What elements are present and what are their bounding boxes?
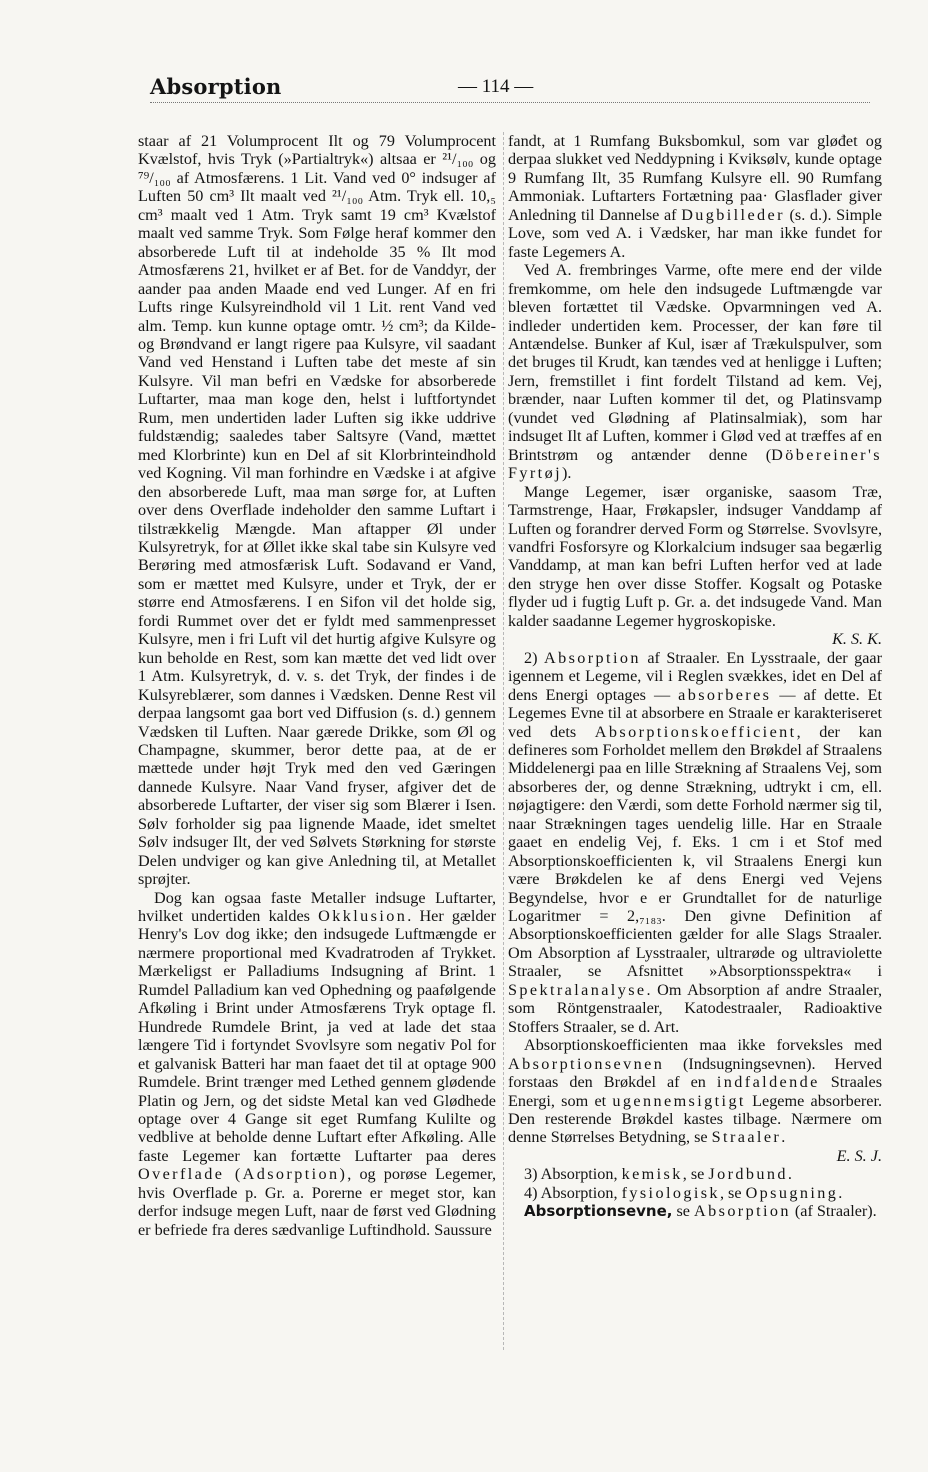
text-run: . Her gælder Henry's Lov dog ikke; den indsugede Luftmængde er nærmere proportional med Kvadratroden af Trykket. Mærkeligst er Palladiums Indsugning af Brint. 1 Rumdel Palladium kan ved Ophedning og paafølgende Afkøling i Brint under Atmosfærens Tryk optage fl. Hundrede Rumdele Brint, ja ved at lade det staa længere Tid i fortyndet Svovlsyre som negativ Pol for et galvanisk Batteri har man faaet det til at optage 900 Rumdele. Brint trænger med Lethed gennem glødende Platin og Jern, og det sidste Metal kan ved Glødhede optage over 4 Gange sit eget Rumfang Kulilte og vedblive at beholde denne Luftart efter Afkøling. Alle faste Legemer kan fortætte Luftarter paa deres [138,907,496,1165]
text-run: ). [561,464,572,483]
text-run: . Om Absorption af andre Straaler, som Röntgenstraaler, Katodestraaler, Radioaktive Stoffers Straaler, se d. Art. [508,980,882,1036]
spaced-term: Dugbilleder [681,205,785,224]
spaced-term: Absorption [694,1202,791,1221]
text-run: staar af 21 Volumprocent Ilt og 79 Volumprocent Kvælstof, hvis Tryk (»Partialtryk«) altsaa er ²¹/₁₀₀ og ⁷⁹/₁₀₀ af Atmosfærens. 1 Lit. Vand ved 0° indsuger af Luften 50 cm³ Ilt maalt ved ²¹/₁₀₀ Atm. Tryk ell. 10,₅ cm³ maalt ved 1 Atm. Tryk samt 19 cm³ Kvælstof maalt ved samme Tryk. Som Følge heraf kommer den absorberede Luft til at indeholde 35 % Ilt mod Atmosfærens 21, hvilket er af Bet. for de Vanddyr, der aander paa anden Maade end ved Lunger. Af en fri Lufts ringe Kulsyreindhold vil 1 Lit. rent Vand ved alm. Temp. kun kunne optage omtr. ½ cm³; da Kilde- og Brøndvand er langt rigere paa Kulsyre, vil saadant Vand ved Henstand i Luften tabe det meste af sin Kulsyre. Vil man befri en Vædske for absorberede Luftarter, maa man koge den, helst i luftfortyndet Rum, men undertiden lader Luften sig ikke uddrive fuldstændig; saaledes taber Saltsyre (Vand, mættet med Klorbrinte) kun en Del af sit Klorbrinteindhold ved Kogning. Vil man forhindre en Vædske i at afgive den absorberede Luft, maa man sørge for, at Luften over dens Overflade indeholder den samme Luftart i tilstrækkelig Mængde. Man aftapper Øl under Kulsyretryk, for at Øllet ikke skal tabe sin Kulsyre ved Berøring med atmosfærisk Luft. Sodavand er Vand, som er mættet med Kulsyre, under et Tryk, der er større end Atmosfærens. I en Sifon vil det holde sig, fordi Rummet over det er fyldt med sammenpresset Kulsyre, men i fri Luft vil det hurtig afgive Kulsyre og kun beholde en Rest, som kan mætte det ved lidt over 1 Atm. Kulsyretryk, d. v. s. det Tryk, der findes i de Kulsyreblærer, som dannes i Vædsken. Denne Rest vil derpaa langsomt gaa bort ved Diffusion (s. d.) gennem Vædsken til Luften. Naar gærede Drikke, som Øl og Champagne, skummer, beror dette paa, at de er mættede under højt Tryk med den ved Gæringen dannede Kulsyre. Naar Vand fryser, afgiver det de absorberede Luftarter, der viser sig som Blærer i Isen. Sølv forholder sig paa lignende Maade, idet smeltet Sølv indsuger Ilt, der ved Sølvets Størkning for største Delen undviger og kan give Anledning til, at Metallet sprøjter. [138,132,496,889]
spaced-term: indfaldende [716,1073,820,1092]
paragraph [508,1202,882,1220]
text-run: , se [682,1165,709,1184]
text-run: , og porøse Legemer, hvis Overflade p. Gr. a. Porerne er meget stor, kan derfor indsuge megen Luft, naar de først ved Glødning er befriede fra deres sædvanlige Luftindhold. Saussure [138,1165,496,1239]
author-signature: K. S. K. [832,630,882,649]
text-run: 4) Absorption, [524,1183,622,1202]
text-run: . [781,1128,786,1147]
text-run: (s. d.). Simple Love, som ved A. i Vædsker, har man ikke fundet for faste Legemers A. [508,205,882,261]
paragraph [138,132,496,889]
text-run: , der kan defineres som Forholdet mellem den Brøkdel af Straalens Middelenergi paa en lille Strækning af Straalens Vej, som absorberes der, og denne Strækning, udtrykt i cm, ell. nøjagtigere: den Værdi, som dette Forhold nærmer sig til, naar Strækningen tages uendelig lille. Har en Straale gaaet en endelig Vej, f. Eks. 1 cm i et Stof med Absorptionskoefficienten k, vil Straalens Energi kun være Brøkdelen ke af dens Energi ved Vejens Begyndelse, hvor e er Grundtallet for de naturlige Logaritmer = 2,₇₁₈₃. Den givne Definition af Absorptionskoefficienten gælder for alle Slags Straaler. Om Absorption af Lysstraaler, ultrarøde og ultraviolette Straaler, se Afsnittet »Absorptionsspektra« i [508,722,882,981]
spaced-term: ugennemsigtigt [612,1091,746,1110]
spaced-term: Straaler [711,1128,782,1147]
paragraph [138,889,496,1240]
text-run: (af Straaler). [790,1202,877,1221]
text-run: se [672,1202,695,1221]
text-run: Legeme absorberer. Den resterende Brøkdel kastes tilbage. Nærmere om denne Størrelses Betydning, se [508,1091,882,1147]
header-rule [150,102,870,103]
text-run: Absorptionskoefficienten maa ikke forveksles med [524,1036,882,1055]
text-run: Straales Energi, som et [508,1073,882,1110]
page-number: — 114 — [458,76,534,97]
spaced-term: Spektralanalyse [508,980,647,999]
paragraph [508,1165,882,1183]
spaced-term: Okklusion [318,907,408,926]
left-column [138,132,496,1239]
spaced-term: Döbereiner's Fyrtøj [508,445,882,483]
paragraph [508,1184,882,1202]
author-signature: E. S. J. [836,1146,882,1165]
text-run: fandt, at 1 Rumfang Buksbomkul, som var gløđet og derpaa slukket ved Neddypning i Kviksølv, kunde optage 9 Rumfang Ilt, 35 Rumfang Kulsyre ell. 90 Rumfang Ammoniak. Luftarters Fortætning paa· Glasflader giver Anledning til Dannelse af [508,132,882,224]
spaced-term: kemisk [621,1165,683,1184]
spaced-term: fysiologisk [621,1183,720,1202]
spaced-term: Opsugning [745,1183,839,1202]
text-run: — af dette. Et Legemes Evne til at absorbere en Straale er karakteriseret ved dets [508,685,882,741]
spaced-term: Absorptionskoefficient [594,722,797,741]
spaced-term: Absorptionsevnen [508,1054,665,1073]
text-run: Mange Legemer, især organiske, saasom Træ, Tarmstrenge, Haar, Frøkapsler, indsuger Vanddamp af Luften og forandrer derved Form og Størrelse. Svovlsyre, vandfri Fosforsyre og Klorkalcium indsuger saa begærlig Vanddamp, at man kan befri Luften herfor ved at lade den stryge hen over disse Stoffer. Kogsalt og Potaske flyder ud i fugtig Luft p. Gr. a. det indsugede Vand. Man kalder saadanne Legemer hygroskopiske. [508,482,882,630]
column-divider [503,132,504,1350]
text-run: af Straaler. En Lysstraale, der gaar igennem et Legeme, vil i Reglen svækkes, idet en Del af dens Energi optages — [508,648,883,704]
text-run: Ved A. frembringes Varme, ofte mere end der vilde fremkomme, om hele den indsugede Luftmængde var bleven fortættet til Vædske. Opvarmningen ved A. indleder undertiden kem. Processer, der kan føre til Antændelse. Bunker af Kul, især af Trækulspulver, som det bruges til Krudt, kan tændes ved at henligge i Luften; Jern, fremstillet i fint fordelt Tilstand ad kem. Vej, brænder, naar Luften kommer til det, og Platinsvamp (vundet ved Glødning af Platinsalmiak), som har indsuget Ilt af Luften, kommer i Glød ved at træffes af en Brintstrøm og antænder denne ( [508,261,882,464]
text-run: . [787,1165,792,1184]
entry-headword: Absorptionsevne, [524,1202,673,1221]
paragraph [508,483,882,631]
spaced-term: Overflade (Adsorption) [138,1165,348,1184]
page-header [150,74,870,104]
paragraph [508,261,882,482]
paragraph [508,649,882,1037]
text-run: Dog kan ogsaa faste Metaller indsuge Luftarter, hvilket undertiden kaldes [138,888,496,926]
spaced-term: Absorption [543,648,641,667]
running-head: Absorption [150,74,282,99]
text-run: . [838,1183,843,1202]
text-run: 2) [524,648,544,667]
paragraph [508,1036,882,1147]
text-run: 3) Absorption, [524,1165,622,1184]
spaced-term: absorberes [678,685,772,704]
text-run: , se [719,1183,746,1202]
right-column [508,132,882,1221]
paragraph [508,132,882,261]
text-run: (Indsugningsevnen). Herved forstaas den Brøkdel af en [508,1054,882,1092]
spaced-term: Jordbund [708,1165,788,1184]
